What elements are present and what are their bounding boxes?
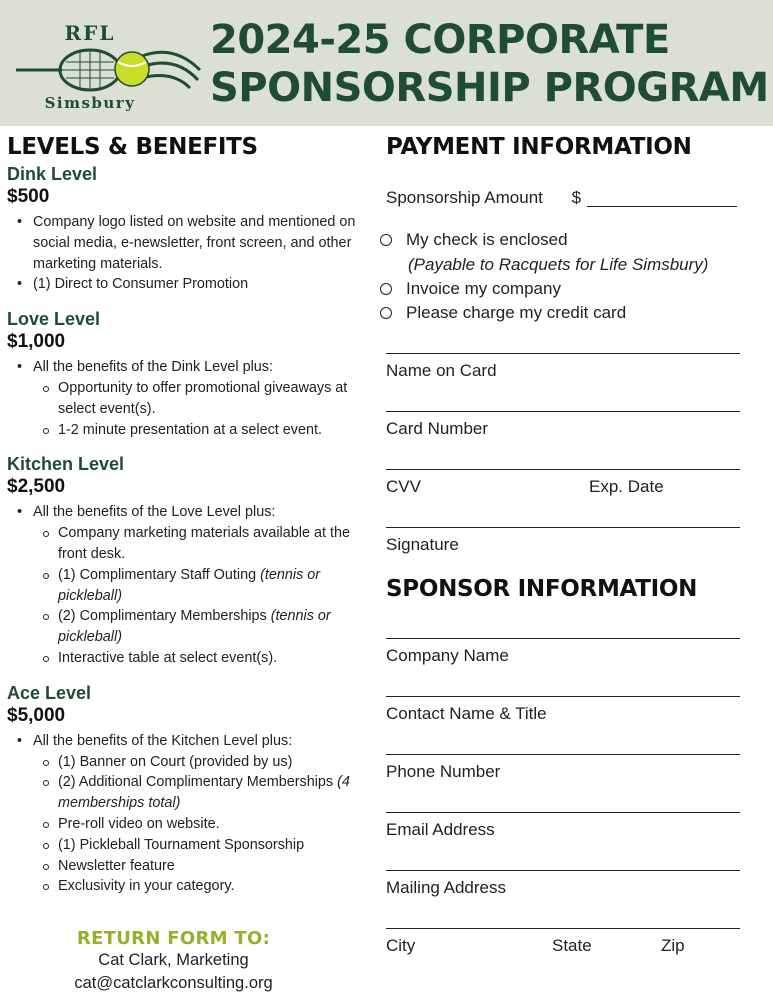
company-name-label: Company Name (386, 646, 509, 665)
card-number-label: Card Number (386, 419, 489, 438)
sub-benefit-text: (2) Complimentary Memberships (58, 608, 271, 625)
level-love (7, 309, 357, 440)
sub-benefit-item: (1) Pickleball Tournament Sponsorship (33, 835, 357, 856)
benefit-list (7, 731, 357, 897)
tennis-racquet-ball-icon (14, 18, 204, 118)
sub-benefit-list (33, 523, 357, 669)
benefit-text: All the benefits of the Dink Level plus: (33, 359, 273, 376)
city-state-zip-input[interactable] (386, 928, 740, 929)
level-dink (7, 164, 357, 295)
sub-benefit-item: Interactive table at select event(s). (33, 648, 357, 669)
zip-label: Zip (661, 936, 685, 955)
sponsor-heading: SPONSOR INFORMATION (386, 576, 698, 602)
level-kitchen (7, 454, 357, 668)
level-price: $5,000 (7, 704, 66, 726)
logo-top-text: RFL (64, 21, 116, 45)
exp-date-label: Exp. Date (589, 477, 664, 496)
cvv-exp-input[interactable] (386, 469, 740, 470)
currency-symbol: $ (571, 188, 582, 207)
level-price: $2,500 (7, 476, 66, 498)
state-label: State (552, 936, 592, 955)
email-address-label: Email Address (386, 820, 495, 839)
benefit-item (7, 731, 357, 897)
return-form-block (36, 928, 311, 995)
sub-benefit-item: 1-2 minute presentation at a select event. (33, 420, 357, 441)
option-label: Please charge my credit card (406, 303, 627, 322)
option-credit-card[interactable] (380, 303, 626, 323)
signature-input[interactable] (386, 527, 740, 528)
level-ace (7, 683, 357, 897)
signature-label: Signature (386, 535, 459, 554)
return-form-title: RETURN FORM TO: (76, 928, 271, 949)
option-label: My check is enclosed (406, 230, 568, 249)
benefit-text: All the benefits of the Kitchen Level plus: (33, 732, 293, 749)
benefit-list (7, 212, 357, 295)
radio-circle-icon[interactable] (380, 283, 392, 295)
benefit-item (7, 502, 357, 668)
check-payable-note: (Payable to Racquets for Life Simsbury) (408, 255, 709, 274)
radio-circle-icon[interactable] (380, 234, 392, 246)
option-check-enclosed[interactable] (380, 230, 568, 250)
sponsorship-amount-input[interactable] (587, 206, 737, 207)
header-banner (0, 0, 773, 126)
level-name: Love Level (7, 309, 101, 330)
sub-benefit-item (33, 772, 357, 814)
sub-benefit-note: (tennis or pickleball) (58, 566, 321, 604)
option-label: Invoice my company (406, 279, 561, 298)
mailing-address-label: Mailing Address (386, 878, 507, 897)
benefit-item: • (1) Direct to Consumer Promotion (7, 274, 357, 295)
return-contact-name: Cat Clark, Marketing (98, 951, 249, 969)
benefit-text: All the benefits of the Love Level plus: (33, 504, 276, 521)
sub-benefit-item (33, 606, 357, 648)
sub-benefit-note: (4 memberships total) (58, 774, 350, 812)
sub-benefit-text: (1) Complimentary Staff Outing (58, 566, 261, 583)
title-line-1: 2024-25 CORPORATE (210, 17, 670, 63)
logo-bottom-text: Simsbury (44, 94, 136, 112)
level-name: Kitchen Level (7, 454, 125, 475)
cvv-label: CVV (386, 477, 421, 496)
contact-name-input[interactable] (386, 696, 740, 697)
amount-label-text: Sponsorship Amount (386, 188, 543, 207)
benefit-item: • Company logo listed on website and mentioned on social media, e-newsletter, front screen, and other marketing materials. (7, 212, 357, 274)
sub-benefit-text: (2) Additional Complimentary Memberships (58, 774, 338, 791)
mailing-address-input[interactable] (386, 870, 740, 871)
benefit-item (7, 357, 357, 440)
sub-benefit-note: (tennis or pickleball) (58, 608, 331, 646)
level-name: Ace Level (7, 682, 92, 703)
levels-section (7, 134, 357, 897)
level-price: $500 (7, 186, 50, 207)
sub-benefit-list (33, 752, 357, 898)
level-price: $1,000 (7, 331, 66, 353)
sub-benefit-item: Pre-roll video on website. (33, 814, 357, 835)
benefit-list (7, 357, 357, 440)
phone-number-label: Phone Number (386, 762, 501, 781)
sub-benefit-item: (1) Banner on Court (provided by us) (33, 752, 357, 773)
contact-name-label: Contact Name & Title (386, 704, 547, 723)
card-number-input[interactable] (386, 411, 740, 412)
levels-heading: LEVELS & BENEFITS (7, 134, 258, 160)
sponsorship-amount-label (386, 188, 581, 208)
benefit-list (7, 502, 357, 668)
sub-benefit-item: Opportunity to offer promotional giveaways at select event(s). (33, 378, 357, 420)
sub-benefit-item: Newsletter feature (33, 856, 357, 877)
name-on-card-input[interactable] (386, 353, 740, 354)
sub-benefit-item: Company marketing materials available at the front desk. (33, 523, 357, 565)
sub-benefit-list (33, 378, 357, 440)
rfl-simsbury-logo (14, 18, 204, 118)
radio-circle-icon[interactable] (380, 307, 392, 319)
option-invoice[interactable] (380, 279, 561, 299)
level-name: Dink Level (7, 164, 98, 184)
email-address-input[interactable] (386, 812, 740, 813)
return-contact-email[interactable]: cat@catclarkconsulting.org (74, 974, 273, 992)
city-label: City (386, 936, 416, 955)
sub-benefit-item (33, 565, 357, 607)
name-on-card-label: Name on Card (386, 361, 497, 380)
sub-benefit-item: Exclusivity in your category. (33, 876, 357, 897)
company-name-input[interactable] (386, 638, 740, 639)
payment-heading: PAYMENT INFORMATION (386, 134, 692, 160)
title-line-2: SPONSORSHIP PROGRAM (210, 65, 769, 111)
phone-number-input[interactable] (386, 754, 740, 755)
page-title (210, 16, 770, 112)
